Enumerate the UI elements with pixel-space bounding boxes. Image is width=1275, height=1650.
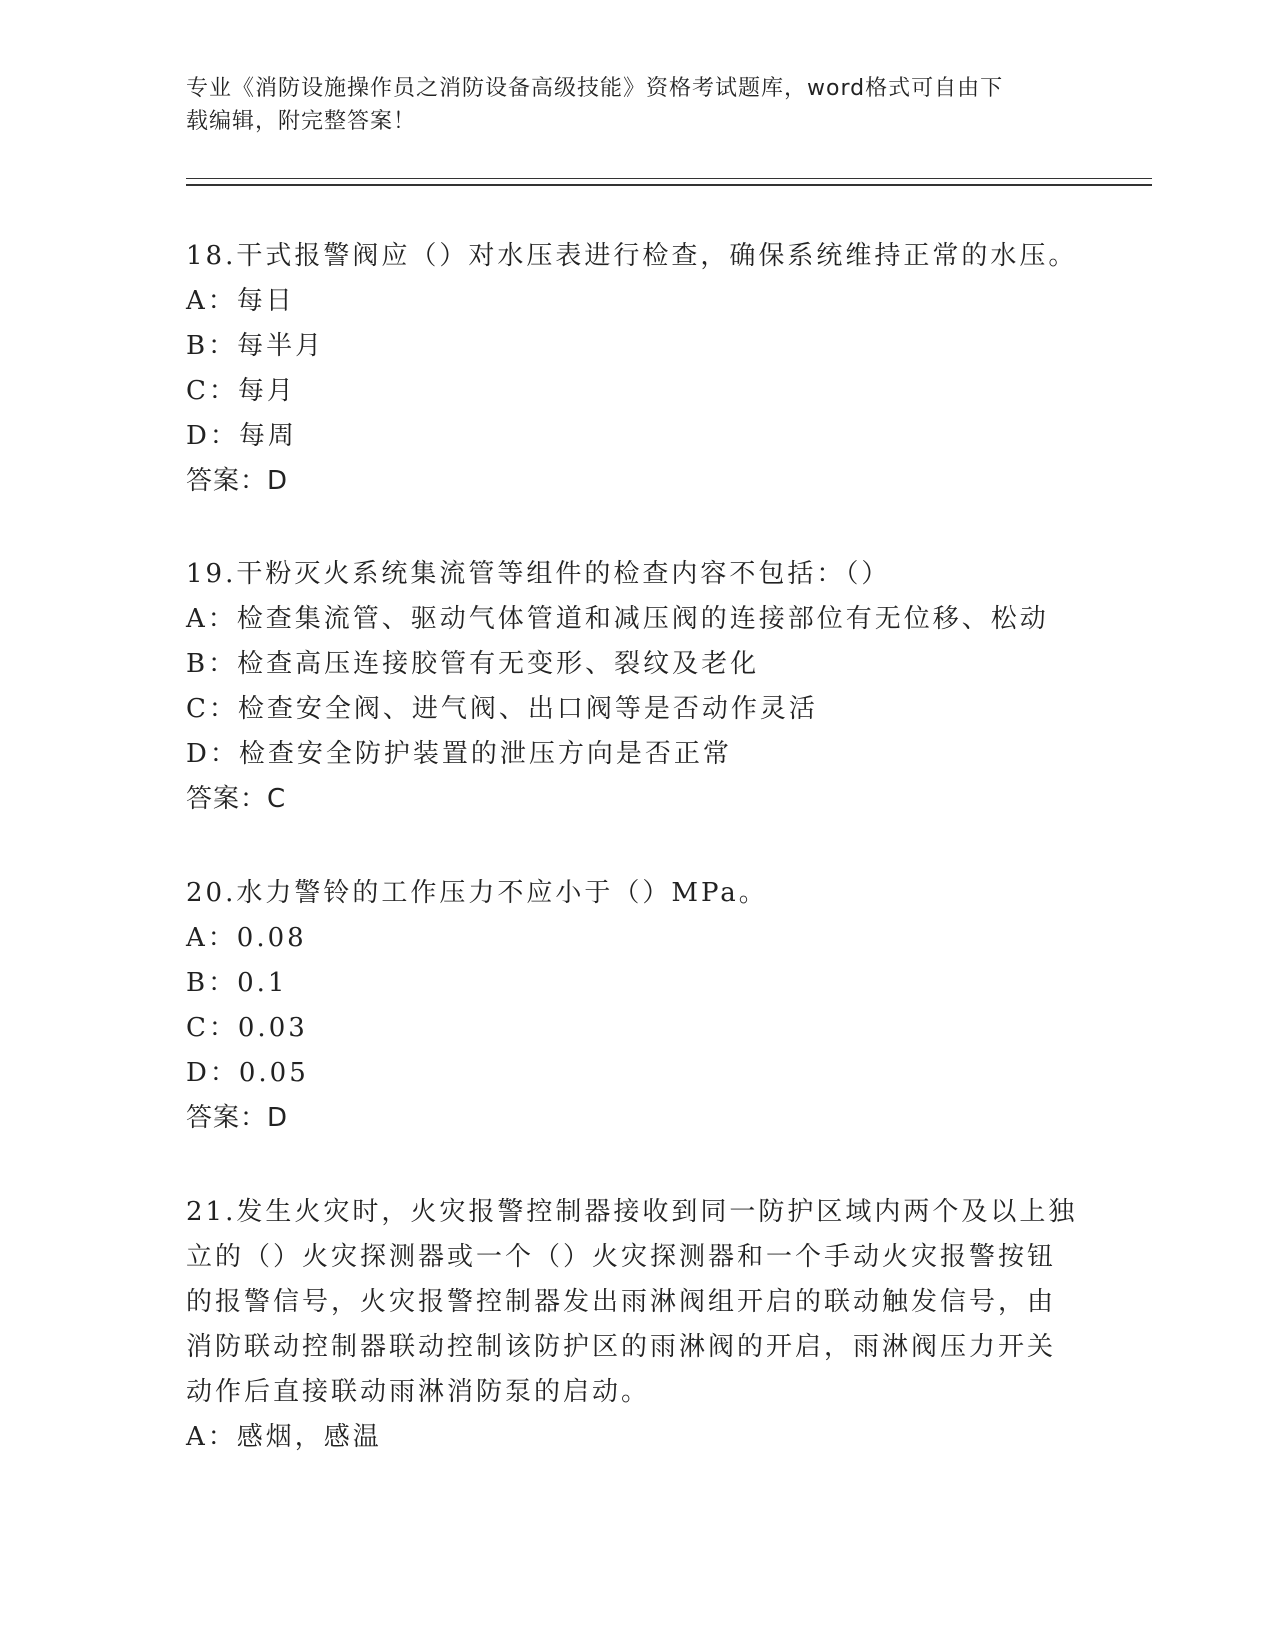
option-b: B：0.1 xyxy=(186,968,288,998)
option-c: C：0.03 xyxy=(186,1013,308,1043)
question-stem-line-3: 的报警信号，火灾报警控制器发出雨淋阀组开启的联动触发信号，由 xyxy=(186,1287,1057,1317)
option-d: D：检查安全防护装置的泄压方向是否正常 xyxy=(186,739,732,769)
header-divider-thick xyxy=(186,184,1152,186)
option-c: C：每月 xyxy=(186,376,296,406)
option-d: D：每周 xyxy=(186,421,297,451)
option-a: A：感烟，感温 xyxy=(186,1422,382,1452)
option-d: D：0.05 xyxy=(186,1058,309,1088)
header-divider xyxy=(186,178,1152,179)
answer: 答案：D xyxy=(186,466,289,496)
option-b: B：检查高压连接胶管有无变形、裂纹及老化 xyxy=(186,649,760,679)
question-stem-line-1: 21.发生火灾时，火灾报警控制器接收到同一防护区域内两个及以上独 xyxy=(186,1197,1078,1227)
header-line-2: 载编辑，附完整答案！ xyxy=(186,109,417,134)
question-19 xyxy=(186,552,1086,822)
option-b: B：每半月 xyxy=(186,331,325,361)
question-stem: 18.干式报警阀应（）对水压表进行检查，确保系统维持正常的水压。 xyxy=(186,241,1078,271)
question-stem: 19.干粉灭火系统集流管等组件的检查内容不包括：（） xyxy=(186,559,891,589)
option-c: C：检查安全阀、进气阀、出口阀等是否动作灵活 xyxy=(186,694,818,724)
header-line-1: 专业《消防设施操作员之消防设备高级技能》资格考试题库，word格式可自由下 xyxy=(186,76,1004,101)
answer: 答案：D xyxy=(186,1103,289,1133)
option-a: A：每日 xyxy=(186,286,295,316)
question-stem-line-5: 动作后直接联动雨淋消防泵的启动。 xyxy=(186,1377,651,1407)
option-a: A：0.08 xyxy=(186,923,307,953)
option-a: A：检查集流管、驱动气体管道和减压阀的连接部位有无位移、松动 xyxy=(186,604,1049,634)
question-stem: 20.水力警铃的工作压力不应小于（）MPa。 xyxy=(186,878,768,908)
question-stem-line-4: 消防联动控制器联动控制该防护区的雨淋阀的开启，雨淋阀压力开关 xyxy=(186,1332,1057,1362)
answer: 答案：C xyxy=(186,784,287,814)
document-header xyxy=(186,72,1066,138)
question-stem-line-2: 立的（）火灾探测器或一个（）火灾探测器和一个手动火灾报警按钮 xyxy=(186,1242,1057,1272)
question-20 xyxy=(186,871,1086,1141)
question-21 xyxy=(186,1190,1086,1460)
question-18 xyxy=(186,234,1086,504)
